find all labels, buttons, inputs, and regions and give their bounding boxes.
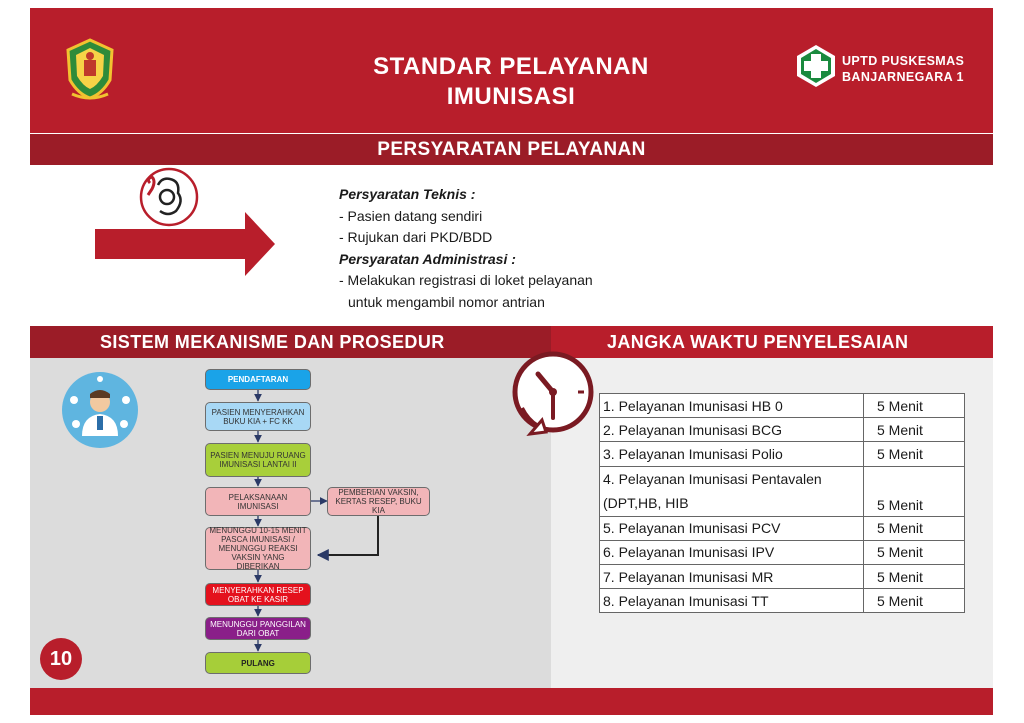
- table-row: [600, 516, 965, 540]
- technical-item: - Rujukan dari PKD/BDD: [339, 229, 493, 245]
- flow-step-wait-medicine: MENUNGGU PANGGILAN DARI OBAT: [205, 617, 311, 640]
- time-cell: 5 Menit: [864, 394, 965, 418]
- arrow-right-icon: [95, 212, 275, 276]
- time-cell: 5 Menit: [864, 564, 965, 588]
- doctor-icon: [60, 370, 140, 450]
- page-number: 10: [40, 638, 82, 680]
- puskesmas-logo-icon: [794, 44, 838, 88]
- service-cell: 2. Pelayanan Imunisasi BCG: [600, 418, 864, 442]
- time-cell: 5 Menit: [864, 466, 965, 516]
- requirements-section-title: PERSYARATAN PELAYANAN: [30, 134, 993, 165]
- service-cell: 8. Pelayanan Imunisasi TT: [600, 589, 864, 613]
- flow-step-registration: PENDAFTARAN: [205, 369, 311, 390]
- flow-step-go-home: PULANG: [205, 652, 311, 674]
- title-line-2: IMUNISASI: [446, 83, 576, 110]
- page-title: [330, 52, 692, 112]
- procedure-section-title: SISTEM MEKANISME DAN PROSEDUR: [30, 326, 551, 358]
- flow-step-immunization: PELAKSANAAN IMUNISASI: [205, 487, 311, 516]
- table-row: [600, 564, 965, 588]
- service-line-2: (DPT,HB, HIB: [603, 495, 689, 512]
- time-cell: 5 Menit: [864, 442, 965, 466]
- time-cell: 5 Menit: [864, 516, 965, 540]
- table-row: [600, 466, 965, 516]
- title-line-1: STANDAR PELAYANAN: [373, 53, 649, 80]
- flow-step-go-to-room: PASIEN MENUJU RUANG IMUNISASI LANTAI II: [205, 443, 311, 477]
- service-cell: 1. Pelayanan Imunisasi HB 0: [600, 394, 864, 418]
- flow-step-waiting-reaction: MENUNGGU 10-15 MENIT PASCA IMUNISASI / MENUNGGU REAKSI VAKSIN YANG DIBERIKAN: [205, 527, 311, 570]
- table-row: [600, 540, 965, 564]
- timeframe-table: [599, 393, 965, 613]
- flow-step-prescription-cashier: MENYERAHKAN RESEP OBAT KE KASIR: [205, 583, 311, 606]
- requirements-text: [339, 184, 593, 313]
- service-cell: 3. Pelayanan Imunisasi Polio: [600, 442, 864, 466]
- header: [30, 8, 993, 133]
- timeframe-section-title: JANGKA WAKTU PENYELESAIAN: [551, 326, 993, 358]
- regency-emblem-icon: [62, 38, 118, 102]
- org-name: [842, 53, 964, 85]
- admin-heading: Persyaratan Administrasi :: [339, 250, 516, 267]
- org-line-2: BANJARNEGARA 1: [842, 70, 964, 84]
- service-cell: 7. Pelayanan Imunisasi MR: [600, 564, 864, 588]
- service-cell: 6. Pelayanan Imunisasi IPV: [600, 540, 864, 564]
- time-cell: 5 Menit: [864, 540, 965, 564]
- service-cell: 5. Pelayanan Imunisasi PCV: [600, 516, 864, 540]
- flow-step-submit-kia: PASIEN MENYERAHKAN BUKU KIA + FC KK: [205, 402, 311, 431]
- clock-icon: [508, 346, 598, 438]
- table-row: [600, 394, 965, 418]
- table-row: [600, 589, 965, 613]
- technical-item: - Pasien datang sendiri: [339, 207, 483, 224]
- page-frame: [30, 8, 993, 715]
- service-line-1: 4. Pelayanan Imunisasi Pentavalen: [603, 470, 822, 487]
- table-row: [600, 418, 965, 442]
- technical-heading: Persyaratan Teknis :: [339, 186, 476, 202]
- time-cell: 5 Menit: [864, 418, 965, 442]
- org-line-1: UPTD PUSKESMAS: [842, 54, 965, 68]
- flow-step-vaccine-prescription: PEMBERIAN VAKSIN, KERTAS RESEP, BUKU KIA: [327, 487, 430, 516]
- time-cell: 5 Menit: [864, 589, 965, 613]
- service-cell: [600, 466, 864, 516]
- admin-item-line-2: untuk mengambil nomor antrian: [348, 293, 545, 310]
- table-row: [600, 442, 965, 466]
- admin-item-line-1: - Melakukan registrasi di loket pelayanan: [339, 272, 593, 288]
- footer-bar: [30, 688, 993, 715]
